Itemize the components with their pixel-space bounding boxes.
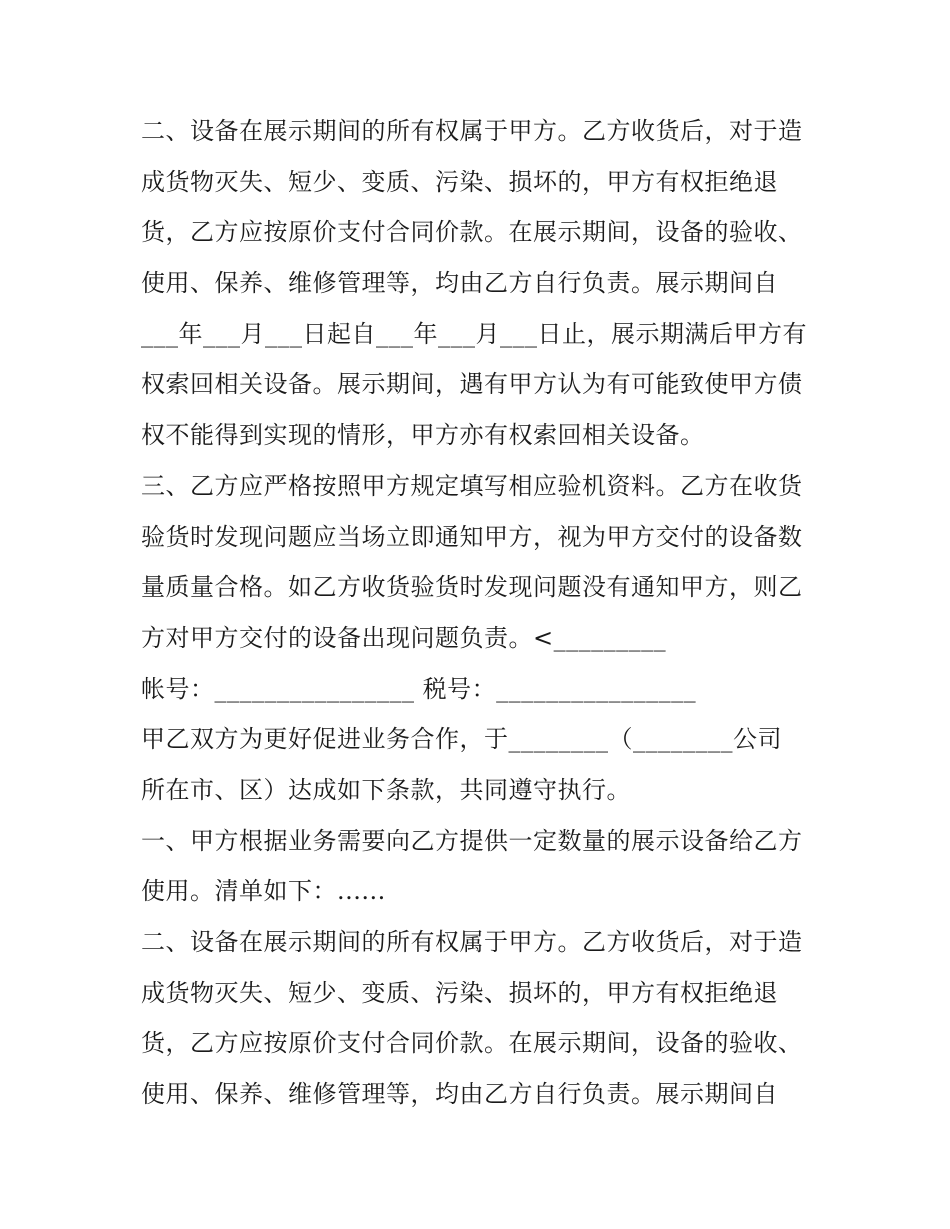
text-line: 使用。清单如下：...... bbox=[141, 877, 386, 906]
text-line: 权不能得到实现的情形，甲方亦有权索回相关设备。 bbox=[141, 421, 705, 450]
text-line: 货，乙方应按原价支付合同价款。在展示期间，设备的验收、 bbox=[141, 218, 803, 247]
text-line: 所在市、区）达成如下条款，共同遵守执行。 bbox=[141, 775, 631, 804]
text-line: 成货物灭失、短少、变质、污染、损坏的，甲方有权拒绝退 bbox=[141, 167, 778, 196]
text-line: 甲乙双方为更好促进业务合作，于________（________公司 bbox=[141, 725, 782, 754]
text-line: 帐号：________________ 税号：________________ bbox=[141, 674, 697, 703]
document-body bbox=[141, 106, 821, 1120]
text-line: 三、乙方应严格按照甲方规定填写相应验机资料。乙方在收货 bbox=[141, 471, 803, 500]
text-line: 二、设备在展示期间的所有权属于甲方。乙方收货后，对于造 bbox=[141, 117, 803, 145]
text-line: 一、甲方根据业务需要向乙方提供一定数量的展示设备给乙方 bbox=[141, 826, 803, 855]
text-line: 使用、保养、维修管理等，均由乙方自行负责。展示期间自 bbox=[141, 1080, 778, 1109]
text-line: 方对甲方交付的设备出现问题负责。<_________ bbox=[141, 623, 667, 652]
text-line: ___年___月___日起自___年___月___日止，展示期满后甲方有 bbox=[141, 319, 807, 348]
text-line: 成货物灭失、短少、变质、污染、损坏的，甲方有权拒绝退 bbox=[141, 978, 778, 1007]
text-line: 量质量合格。如乙方收货验货时发现问题没有通知甲方，则乙 bbox=[141, 573, 803, 602]
text-line: 验货时发现问题应当场立即通知甲方，视为甲方交付的设备数 bbox=[141, 522, 803, 551]
text-line: 货，乙方应按原价支付合同价款。在展示期间，设备的验收、 bbox=[141, 1029, 803, 1058]
text-line: 二、设备在展示期间的所有权属于甲方。乙方收货后，对于造 bbox=[141, 928, 803, 956]
text-line: 使用、保养、维修管理等，均由乙方自行负责。展示期间自 bbox=[141, 269, 778, 298]
text-line: 权索回相关设备。展示期间，遇有甲方认为有可能致使甲方债 bbox=[141, 370, 803, 399]
